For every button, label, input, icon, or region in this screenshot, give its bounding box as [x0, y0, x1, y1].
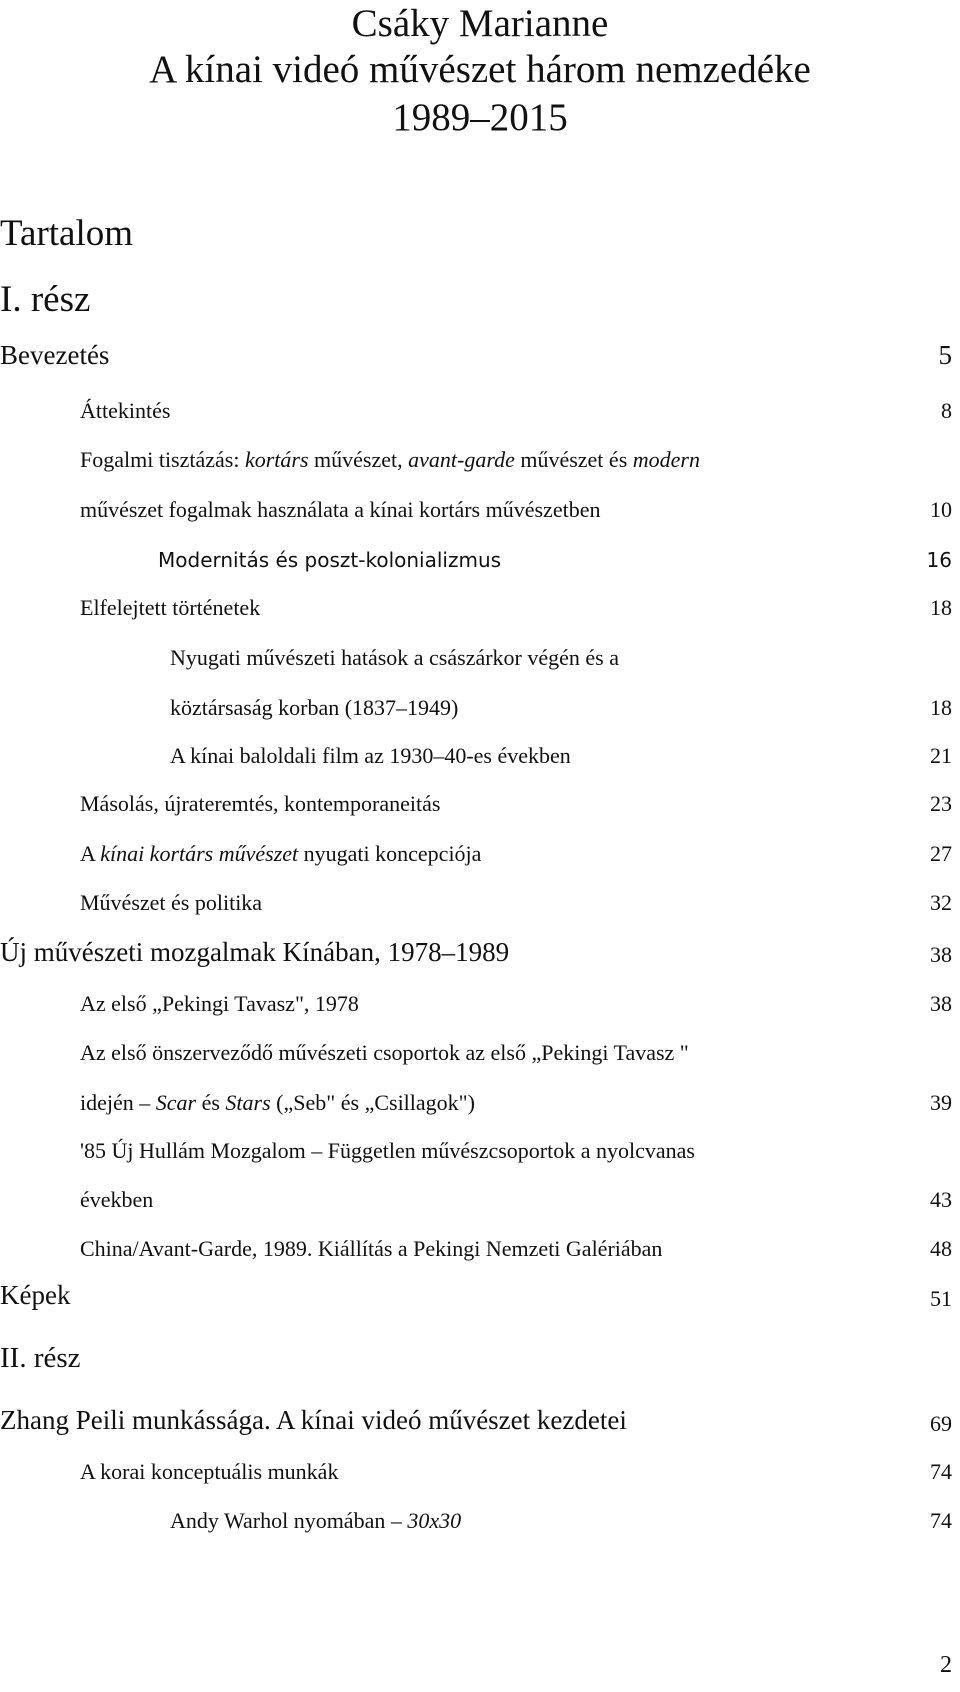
toc-heading: Tartalom	[0, 213, 134, 254]
toc-entry-attekintes: Áttekintés	[80, 398, 171, 423]
toc-entry-masolas: Másolás, újrateremtés, kontemporaneitás	[80, 791, 441, 816]
book-title: A kínai videó művészet három nemzedéke	[149, 48, 811, 91]
toc-page-elfelejtett: 18	[930, 595, 952, 620]
toc-page-pekingi: 38	[930, 991, 952, 1016]
toc-entry-kepek: Képek	[0, 1280, 71, 1310]
toc-entry-csoportok-line1: Az első önszerveződő művészeti csoportok az első „Pekingi Tavasz "	[80, 1040, 689, 1065]
toc-page-baloldali: 21	[930, 743, 952, 768]
toc-entry-baloldali: A kínai baloldali film az 1930–40-es években	[170, 743, 571, 768]
toc-entry-elfelejtett: Elfelejtett történetek	[80, 595, 261, 620]
toc-entry-koncepcio: A kínai kortárs művészet nyugati koncepciója	[80, 841, 482, 866]
toc-page-attekintes: 8	[941, 398, 952, 423]
toc-page-csoportok: 39	[930, 1090, 952, 1115]
toc-entry-pekingi: Az első „Pekingi Tavasz", 1978	[80, 991, 359, 1016]
toc-entry-nyugati-line1: Nyugati művészeti hatások a császárkor végén és a	[170, 645, 619, 670]
toc-entry-zhang: Zhang Peili munkássága. A kínai videó művészet kezdetei	[0, 1405, 627, 1435]
toc-page-nyugati: 18	[930, 695, 952, 720]
toc-page-fogalmi: 10	[930, 497, 952, 522]
toc-page-uj-mozgalmak: 38	[930, 942, 952, 967]
toc-page-hullam: 43	[930, 1187, 952, 1212]
toc-entry-fogalmi-line1: Fogalmi tisztázás: kortárs művészet, avant-garde művészet és modern	[80, 447, 700, 472]
toc-entry-china: China/Avant-Garde, 1989. Kiállítás a Pekingi Nemzeti Galériában	[80, 1236, 663, 1261]
page-number: 2	[940, 1652, 952, 1678]
toc-entry-hullam-line1: '85 Új Hullám Mozgalom – Független művészcsoportok a nyolcvanas	[80, 1138, 695, 1163]
toc-entry-nyugati-line2: köztársaság korban (1837–1949)	[170, 695, 459, 720]
toc-entry-warhol: Andy Warhol nyomában – 30x30	[170, 1508, 462, 1533]
book-years: 1989–2015	[392, 96, 568, 139]
toc-page-china: 48	[930, 1236, 952, 1261]
part-two-heading: II. rész	[0, 1342, 81, 1374]
toc-entry-csoportok-line2: idején – Scar és Stars („Seb" és „Csillagok")	[80, 1090, 475, 1115]
toc-entry-uj-mozgalmak: Új művészeti mozgalmak Kínában, 1978–1989	[0, 937, 510, 967]
toc-entry-politika: Művészet és politika	[80, 890, 263, 915]
author-name: Csáky Marianne	[351, 2, 609, 45]
toc-entry-fogalmi-line2: művészet fogalmak használata a kínai kortárs művészetben	[80, 497, 601, 522]
toc-entry-hullam-line2: években	[80, 1187, 154, 1212]
toc-page-zhang: 69	[930, 1411, 952, 1436]
toc-page-modernitas: 16	[926, 548, 952, 572]
toc-page-masolas: 23	[930, 791, 952, 816]
toc-page-kepek: 51	[930, 1286, 952, 1311]
part-one-heading: I. rész	[0, 279, 91, 320]
toc-page-bevezetes: 5	[938, 340, 952, 370]
toc-entry-korai: A korai konceptuális munkák	[80, 1459, 339, 1484]
toc-entry-bevezetes: Bevezetés	[0, 340, 110, 370]
toc-page-politika: 32	[930, 890, 952, 915]
toc-entry-modernitas: Modernitás és poszt-kolonializmus	[158, 548, 502, 572]
toc-page-korai: 74	[930, 1459, 952, 1484]
toc-page-koncepcio: 27	[930, 841, 952, 866]
toc-page-warhol: 74	[930, 1508, 952, 1533]
